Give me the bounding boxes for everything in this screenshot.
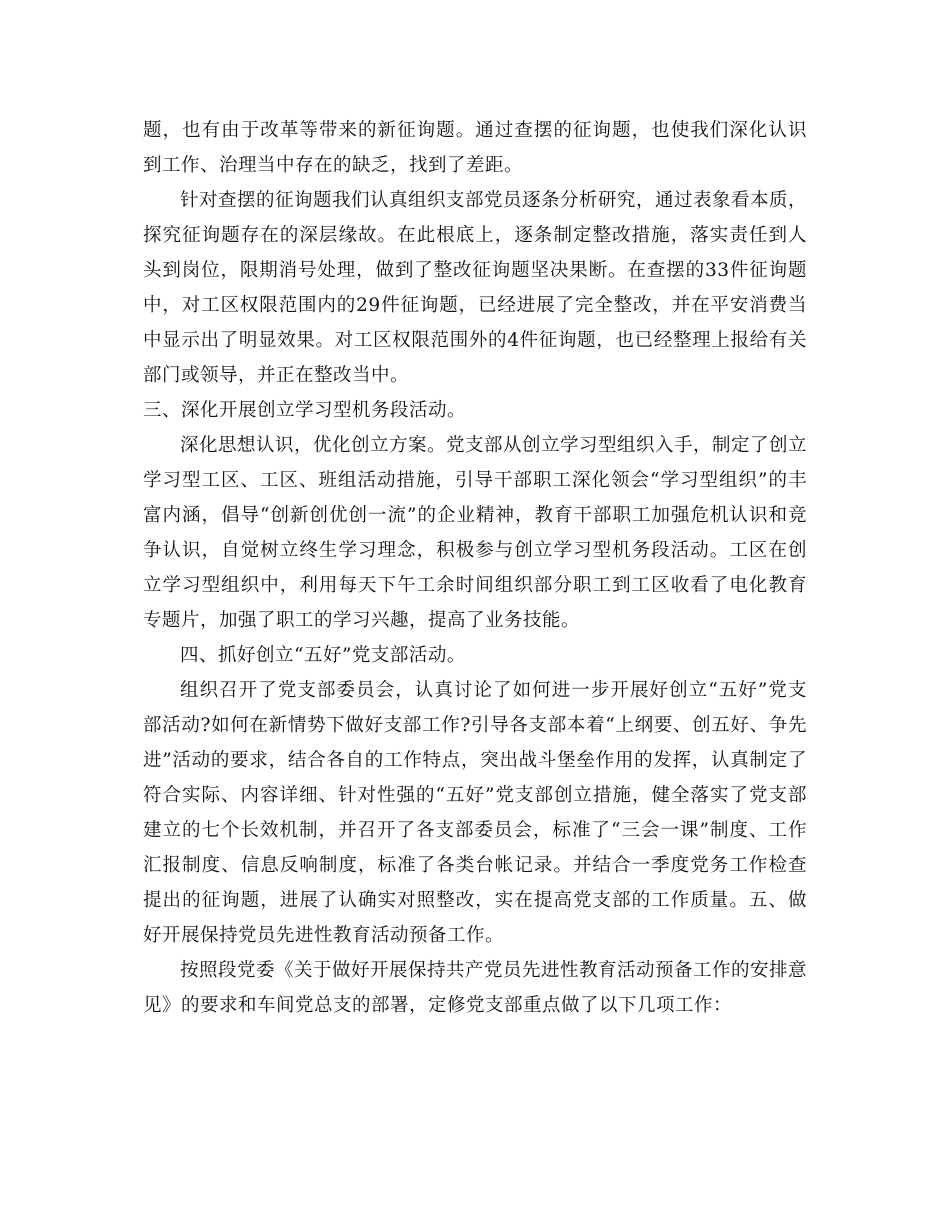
- paragraph-4: 深化思想认识，优化创立方案。党支部从创立学习型组织入手，制定了创立学习型工区、工区、班组活动措施，引导干部职工深化领会“学习型组织”的丰富内涵，倡导“创新创优创一流”的企业精神，教育干部职工加强危机认识和竞争认识，自觉树立终生学习理念，积极参与创立学习型机务段活动。工区在创立学习型组织中，利用每天下午工余时间组织部分职工到工区收看了电化教育专题片，加强了职工的学习兴趣，提高了业务技能。: [143, 435, 808, 631]
- paragraph-6: 组织召开了党支部委员会，认真讨论了如何进一步开展好创立“五好”党支部活动?如何在新情势下做好支部工作?引导各支部本着“上纲要、创五好、争先进”活动的要求，结合各自的工作特点，突出战斗堡垒作用的发挥，认真制定了符合实际、内容详细、针对性强的“五好”党支部创立措施，健全落实了党支部建立的七个长效机制，并召开了各支部委员会，标准了“三会一课”制度、工作汇报制度、信息反响制度，标准了各类台帐记录。并结合一季度党务工作检查提出的征询题，进展了认确实对照整改，实在提高党支部的工作质量。五、做好开展保持党员先进性教育活动预备工作。: [143, 680, 807, 946]
- section-heading-4: 四、抓好创立“五好”党支部活动。: [180, 645, 466, 666]
- section-heading-3: 三、深化开展创立学习型机务段活动。: [143, 400, 467, 421]
- document-body: [143, 113, 807, 1023]
- paragraph-7: 按照段党委《关于做好开展保持共产党员先进性教育活动预备工作的安排意见》的要求和车间党总支的部署，定修党支部重点做了以下几项工作：: [143, 960, 808, 1016]
- paragraph-1: 题，也有由于改革等带来的新征询题。通过查摆的征询题，也使我们深化认识到工作、治理当中存在的缺乏，找到了差距。: [143, 120, 807, 176]
- paragraph-2: 针对查摆的征询题我们认真组织支部党员逐条分析研究，通过表象看本质，探究征询题存在的深层缘故。在此根底上，逐条制定整改措施，落实责任到人头到岗位，限期消号处理，做到了整改征询题坚决果断。在查摆的33件征询题中，对工区权限范围内的29件征询题，已经进展了完全整改，并在平安消费当中显示出了明显效果。对工区权限范围外的4件征询题，也已经整理上报给有关部门或领导，并正在整改当中。: [143, 190, 808, 386]
